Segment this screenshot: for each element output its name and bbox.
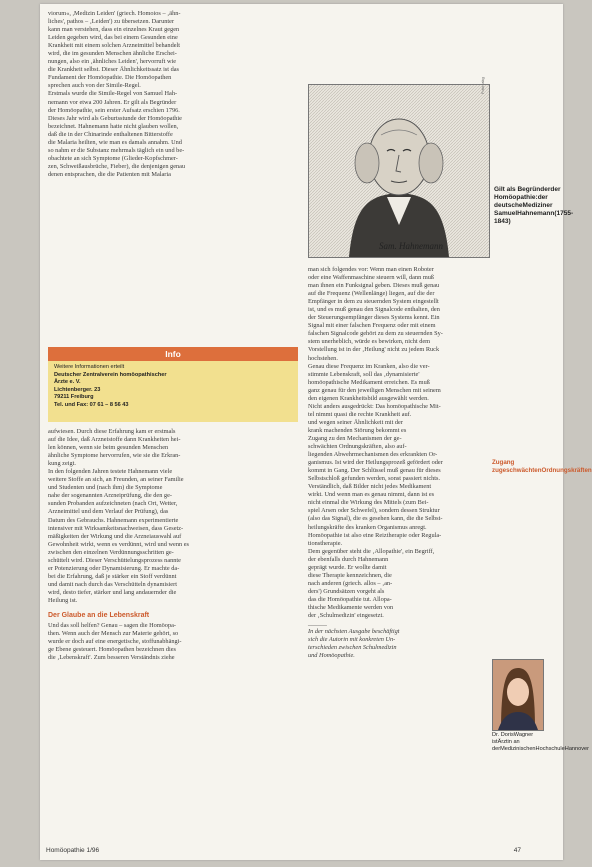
text-line: Vorstellung ist in der ‚Heilung' nicht zu jedem Ruck (308, 346, 440, 354)
author-caption-line: Medizinischen (500, 746, 536, 752)
text-line: ist, und es muß genau den Signalcode enthalten, den (308, 306, 440, 314)
text-line: Signal mit einer falschen Frequenz oder mit einem (308, 322, 436, 330)
text-line: nungen, also ein ‚ähnliches Leiden', hervorruft wie (48, 58, 177, 66)
portrait-signature: Sam. Hahnemann (379, 241, 443, 251)
text-line: schwächten Ordnungskräften, also auf- (308, 443, 407, 451)
author-caption-line: Dr. Doris (492, 732, 514, 738)
text-line: die Krankheit selbst. Dieser Ähnlichkeitssatz ist das (48, 66, 179, 74)
text-line: Homöopathie ist also eine Reiztherapie oder Regula- (308, 531, 442, 539)
text-line: Krankheit mit einem solchen Arzneimittel behandelt (48, 42, 181, 50)
caption-line: Gilt als Begründer (494, 186, 551, 193)
text-line: Arzneimittel und dem Verlauf der Prüfung), das (48, 508, 169, 516)
side-heading (492, 459, 592, 474)
text-line: diese Therapie kennzeichnen, die (308, 571, 392, 579)
text-line: schüttelt wird. Dieser Verschüttelungsprozess nannte (48, 556, 181, 564)
photo-credit: Foto: akg (480, 77, 485, 94)
info-line: Weitere Informationen erteilt (54, 364, 125, 370)
text-line: (also das Signal), die es gesehen kann, die die Selbst- (308, 515, 443, 523)
text-line: stimmte Lebenskraft, soll das ‚dynamisierte' (308, 370, 420, 378)
text-line: Datum des Gebrauchs. Hahnemann experimentierte (48, 516, 179, 524)
text-line: falschen Signalcode gehört zu dem zu steuernden Sy- (308, 330, 443, 338)
text-line: zwischen den einzelnen Verdünnungsschritten ge- (48, 548, 174, 556)
text-line: und Homöopathie. (308, 652, 355, 660)
text-line: liegenden Abwehrmechanismen des erkrankten Or- (308, 451, 438, 459)
column-left-bottom (48, 428, 298, 605)
text-line: terschieden zwischen Schulmedizin (308, 644, 397, 652)
text-line: krank machenden Störung bekommt es (308, 426, 407, 434)
info-box (48, 347, 298, 422)
text-line: Gewohnheit wirkt, wenn es verdünnt, wird und wenn es (48, 540, 189, 548)
text-line: mäßigkeiten der Wirkung und die Arzneiauswahl auf (48, 532, 182, 540)
subheading-block (48, 612, 298, 620)
text-line: Selbstschloß gefunden werden, sonst passiert nichts. (308, 475, 441, 483)
text-line: stem unerheblich, würde es bewirken, nicht dem (308, 338, 431, 346)
text-line: viorum«, ,Medizin Leiden' (griech. Homoios – ‚ähn- (48, 10, 181, 17)
text-line: das die Homöopathie tut. Allopa- (308, 595, 392, 603)
text-line: Und das soll helfen? Genau – sagen die Homöopa- (48, 622, 177, 629)
text-line: so nahm er die Substanz mehrmals täglich ein und be- (48, 146, 185, 154)
hahnemann-portrait (308, 84, 490, 258)
text-line: Dieses Jahr wird als Geburtsstunde der Homöopathie (48, 114, 182, 122)
author-caption-line: Hannover (564, 746, 590, 752)
text-line: homöopathische Medikament erreichen. Es muß (308, 378, 430, 386)
text-line: liches', pathos – ‚Leiden') zu übersetzen. Darunter (48, 18, 175, 26)
text-line: ders') Grundsätzen vorgeht als (308, 587, 385, 595)
text-line: der ebenfalls durch Hahnemann (308, 555, 389, 563)
text-line: bei die Erfahrung, daß je stärker ein Stoff verdünnt (48, 572, 177, 580)
text-line: tel nimmt quasi die rechte Krankheit auf. (308, 410, 412, 418)
text-line: thische Medikamente werden von (308, 603, 394, 611)
author-caption-line: Wagner ist (492, 732, 534, 745)
text-line: nach anderen (griech. allos – ‚an- (308, 579, 393, 587)
text-line: und Studenten und (nach ihm) die Symptome (48, 484, 163, 492)
text-line: In der nächsten Ausgabe beschäftigt (308, 628, 400, 636)
text-line: nemann vor etwa 200 Jahren. Er gilt als Begründer (48, 98, 177, 106)
text-line: kann man verstehen, dass ein einzelnes Kraut gegen (48, 26, 180, 34)
text-line: kommt in Gang. Der Schlüssel muß genau für dieses (308, 467, 441, 475)
text-line: wird, desto tiefer, stärker und lang andauernder die (48, 588, 177, 596)
text-line: ge Ebene gesteuert. Homöopathen bezeichnen dies (48, 646, 176, 654)
text-line: man sich folgendes vor: Wenn man einen Roboter (308, 266, 434, 273)
text-line: len können, wenn sie beim gesunden Menschen (48, 444, 169, 452)
text-line: Fundament der Homöopathie. Die Homöopathen (48, 74, 172, 82)
text-line: In den folgenden Jahren testete Hahnemann viele (48, 468, 173, 476)
text-line: Empfänger in dem zu steuernden System eingestellt (308, 298, 439, 306)
text-line: nicht einmal die Wirkung des Mittels (zum Bei- (308, 499, 429, 507)
text-line: der ‚Schulmedizin' eingesetzt. (308, 612, 384, 620)
text-line: zen, Schweißausbrüche, Fieber), die denjenigen genau (48, 162, 186, 170)
text-line: daß die in der Chinarinde enthaltenen Bitterstoffe (48, 130, 173, 138)
text-line: und damit nach durch das Verschütteln dynamisiert (48, 580, 177, 588)
text-line: obachtete an sich Symptome (Glieder-Kopfschmer- (48, 154, 178, 162)
text-line: denen entsprachen, die die Patienten mit Malaria (48, 170, 171, 178)
magazine-page (40, 4, 592, 860)
text-line: heilungskräfte des kranken Organismus anregt. (308, 523, 427, 531)
author-caption (492, 732, 590, 753)
info-line: Ärzte e. V. (54, 379, 81, 386)
text-line: der Homöopathie, sein erster Aufsatz erschien 1796. (48, 106, 180, 114)
caption-line: Mediziner Samuel (494, 202, 553, 217)
side-heading-line: Zugang zu (492, 459, 515, 474)
text-line: intensiver mit Wirksamkeitsnachweisen, dass Gesetz- (48, 524, 184, 532)
text-line: sich die Autorin mit konkreten Un- (308, 636, 396, 644)
text-line: auf die Idee, daß Arzneistoffe dann Krankheiten hei- (48, 436, 181, 444)
text-line: oder eine Waffenmaschine steuern will, dann muß (308, 274, 435, 282)
text-line: Leiden gegeben wird, das bei einem Gesunden eine (48, 34, 178, 42)
text-line: hochstehen. (308, 354, 338, 362)
info-box-title: Info (48, 347, 298, 361)
author-photo (492, 659, 544, 731)
info-line: Tel. und Fax: 07 61 – 8 56 43 (54, 401, 129, 408)
text-line: wirkt. Und wenn man es genau nimmt, dann ist es (308, 491, 435, 499)
caption-line: der Homöopathie: (494, 186, 561, 201)
author-caption-line: Hochschule (535, 746, 565, 752)
text-line: then. Wenn auch der Mensch zur Materie gehört, so (48, 630, 179, 638)
info-line: 79211 Freiburg (54, 394, 94, 401)
text-line: Heilung ist. (48, 596, 78, 604)
caption-line: der deutsche (494, 194, 548, 209)
side-heading-line: Ordnungskräften (541, 466, 592, 474)
text-line: er Potenzierung oder Dynamisierung. Er machte da- (48, 564, 180, 572)
text-line: Nicht anders ausgedrückt: Das homöopathische Mit- (308, 402, 441, 410)
portrait-caption (494, 186, 574, 226)
text-line: weitere Stoffe an sich, an Freunden, an seiner Familie (48, 476, 184, 484)
caption-line: Hahnemann (517, 210, 555, 217)
text-line: Dem gegenüber steht die ‚Allopathie', ein Begriff, (308, 547, 435, 555)
text-line: wird, die im gesunden Menschen ähnliche Erschei- (48, 50, 177, 58)
text-line: ganismus. Ist wird der Heilungsprozeß gefördert oder (308, 459, 443, 467)
info-line: Lichtenberger. 23 (54, 386, 101, 393)
text-line: bezeichnet. Hahnemann hatte nicht glauben wollen, (48, 122, 179, 130)
text-line: Zugang zu den Mechanismen der ge- (308, 434, 402, 442)
info-line: Deutscher Zentralverein homöopathischer (54, 371, 167, 378)
author-caption-line: Ärztin an der (492, 739, 520, 752)
text-line: geprägt wurde. Er wollte damit (308, 563, 387, 571)
text-line: sprechen auch von der Simile-Regel. (48, 82, 141, 90)
column-right (308, 266, 488, 660)
text-line: wurde er doch auf eine energetische, stoffunabhängi- (48, 638, 182, 646)
text-line: ganz genau für den jeweiligen Menschen mit seinem (308, 386, 441, 394)
text-line: sunden Probanden aufzeichneten (nach Ort, Wetter, (48, 500, 178, 508)
text-line: tionstherapie. (308, 539, 343, 547)
text-line: die Malaria heilten, wie man es damals annahm. Und (48, 138, 182, 146)
text-line: ______ (308, 620, 327, 628)
text-line: die ‚Lebenskraft'. Zum besseren Verständnis ziehe (48, 654, 175, 662)
column-left-top (48, 10, 298, 179)
caption-line: (1755-1843) (494, 210, 574, 225)
column-left-end (48, 622, 298, 662)
text-line: nahe der sogenannten Arzneiprüfung, die den ge- (48, 492, 172, 500)
text-line: der Steuerungsempfänger dieses Systems kennt. Ein (308, 314, 440, 322)
text-line: Genau diese Frequenz im Kranken, also die ver- (308, 362, 430, 370)
footer-issue: Homöopathie 1/96 (46, 847, 100, 854)
text-line: man ihnen ein Funksignal geben. Dieses muß genau (308, 282, 440, 290)
text-line: Erstmals wurde die Simile-Regel von Samuel Hah- (48, 90, 178, 98)
side-heading-line: geschwächten (498, 466, 542, 474)
text-line: aufwiesen. Durch diese Erfahrung kam er erstmals (48, 428, 176, 435)
page-number: 47 (513, 847, 521, 854)
text-line: auf die Frequenz (Wellenlänge) liegen, auf die der (308, 290, 435, 298)
text-line: Verständlich, daß Bilder nicht jedes Medikament (308, 483, 432, 491)
text-line: und wegen seiner Ähnlichkeit mit der (308, 418, 403, 426)
text-line: ähnliche Symptome hervorrufen, wie sie die Erkran- (48, 452, 181, 460)
text-line: den eigenen Krankheitsbild ausgewählt werden. (308, 394, 429, 402)
section-subheading: Der Glaube an die Lebenskraft (48, 612, 150, 619)
text-line: spiel Arsen oder Schwefel), sondern dessen Struktur (308, 507, 440, 515)
text-line: kung zeigt. (48, 460, 76, 468)
